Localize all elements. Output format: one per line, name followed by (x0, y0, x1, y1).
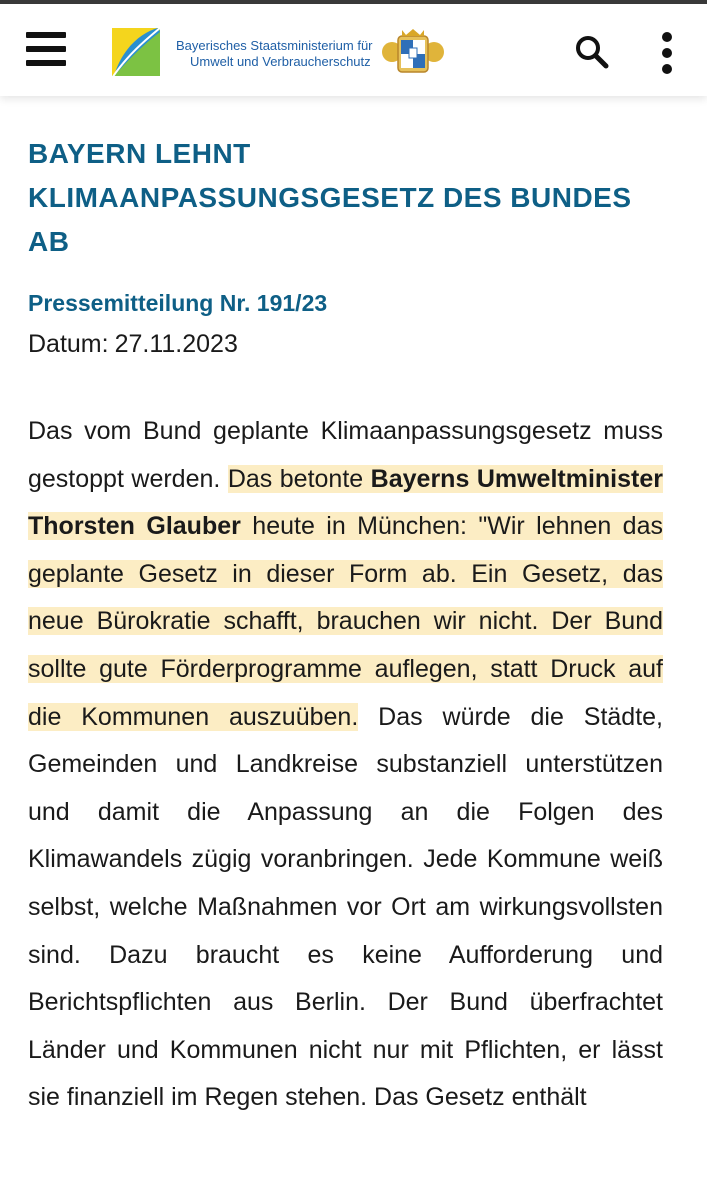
site-header (0, 4, 707, 96)
article (28, 132, 663, 1147)
highlight-lead: Das betonte (227, 464, 371, 493)
ministry-logo-icon[interactable] (108, 24, 164, 80)
minister-name: Bayerns Umweltminister Thorsten Glauber (28, 464, 663, 541)
date-value: 27.11.2023 (114, 330, 238, 358)
search-icon[interactable] (574, 34, 610, 70)
article-date (28, 328, 663, 360)
highlighted-quote (28, 465, 663, 731)
date-label: Datum: (28, 330, 109, 358)
article-paragraph (28, 408, 663, 1122)
ministry-name-line1: Bayerisches Staatsministerium für (176, 38, 373, 53)
paragraph-rest: Das würde die Städte, Gemeinden und Landkreise substanziell unterstützen und damit die Anpassung an die Folgen des Klimawandels zügig voranbringen. Jede Kommune weiß selbst, welche Maßnahmen vor Ort am wirkungsvollsten sind. Dazu braucht es keine Aufforderung und Berichtspflichten aus Berlin. Der Bund überfrachtet Länder und Kommunen nicht nur mit Pflichten, er lässt sie finanziell im Regen stehen. Das Gesetz enthält (28, 702, 664, 1112)
menu-icon[interactable] (26, 32, 68, 68)
more-vertical-icon[interactable] (656, 30, 678, 78)
paragraph-intro: Das vom Bund geplante Klimaanpassungsgesetz muss gestoppt werden. (28, 417, 663, 493)
article-title: BAYERN LEHNT KLIMAANPASSUNGSGESETZ DES BUNDES AB (28, 138, 632, 257)
highlight-quote-text: heute in München: "Wir lehnen das geplante Gesetz in dieser Form ab. Ein Gesetz, das neue Bürokratie schafft, brauchen wir nicht. Der Bund sollte gute Förderprogramme auflegen, statt Druck auf die Kommunen auszuüben. (28, 512, 663, 731)
ministry-name[interactable] (176, 38, 373, 70)
bavaria-coat-of-arms-icon (380, 26, 446, 78)
ministry-name-line2: Umwelt und Verbraucherschutz (190, 54, 371, 69)
press-release-number: Pressemitteilung Nr. 191/23 (28, 290, 328, 316)
